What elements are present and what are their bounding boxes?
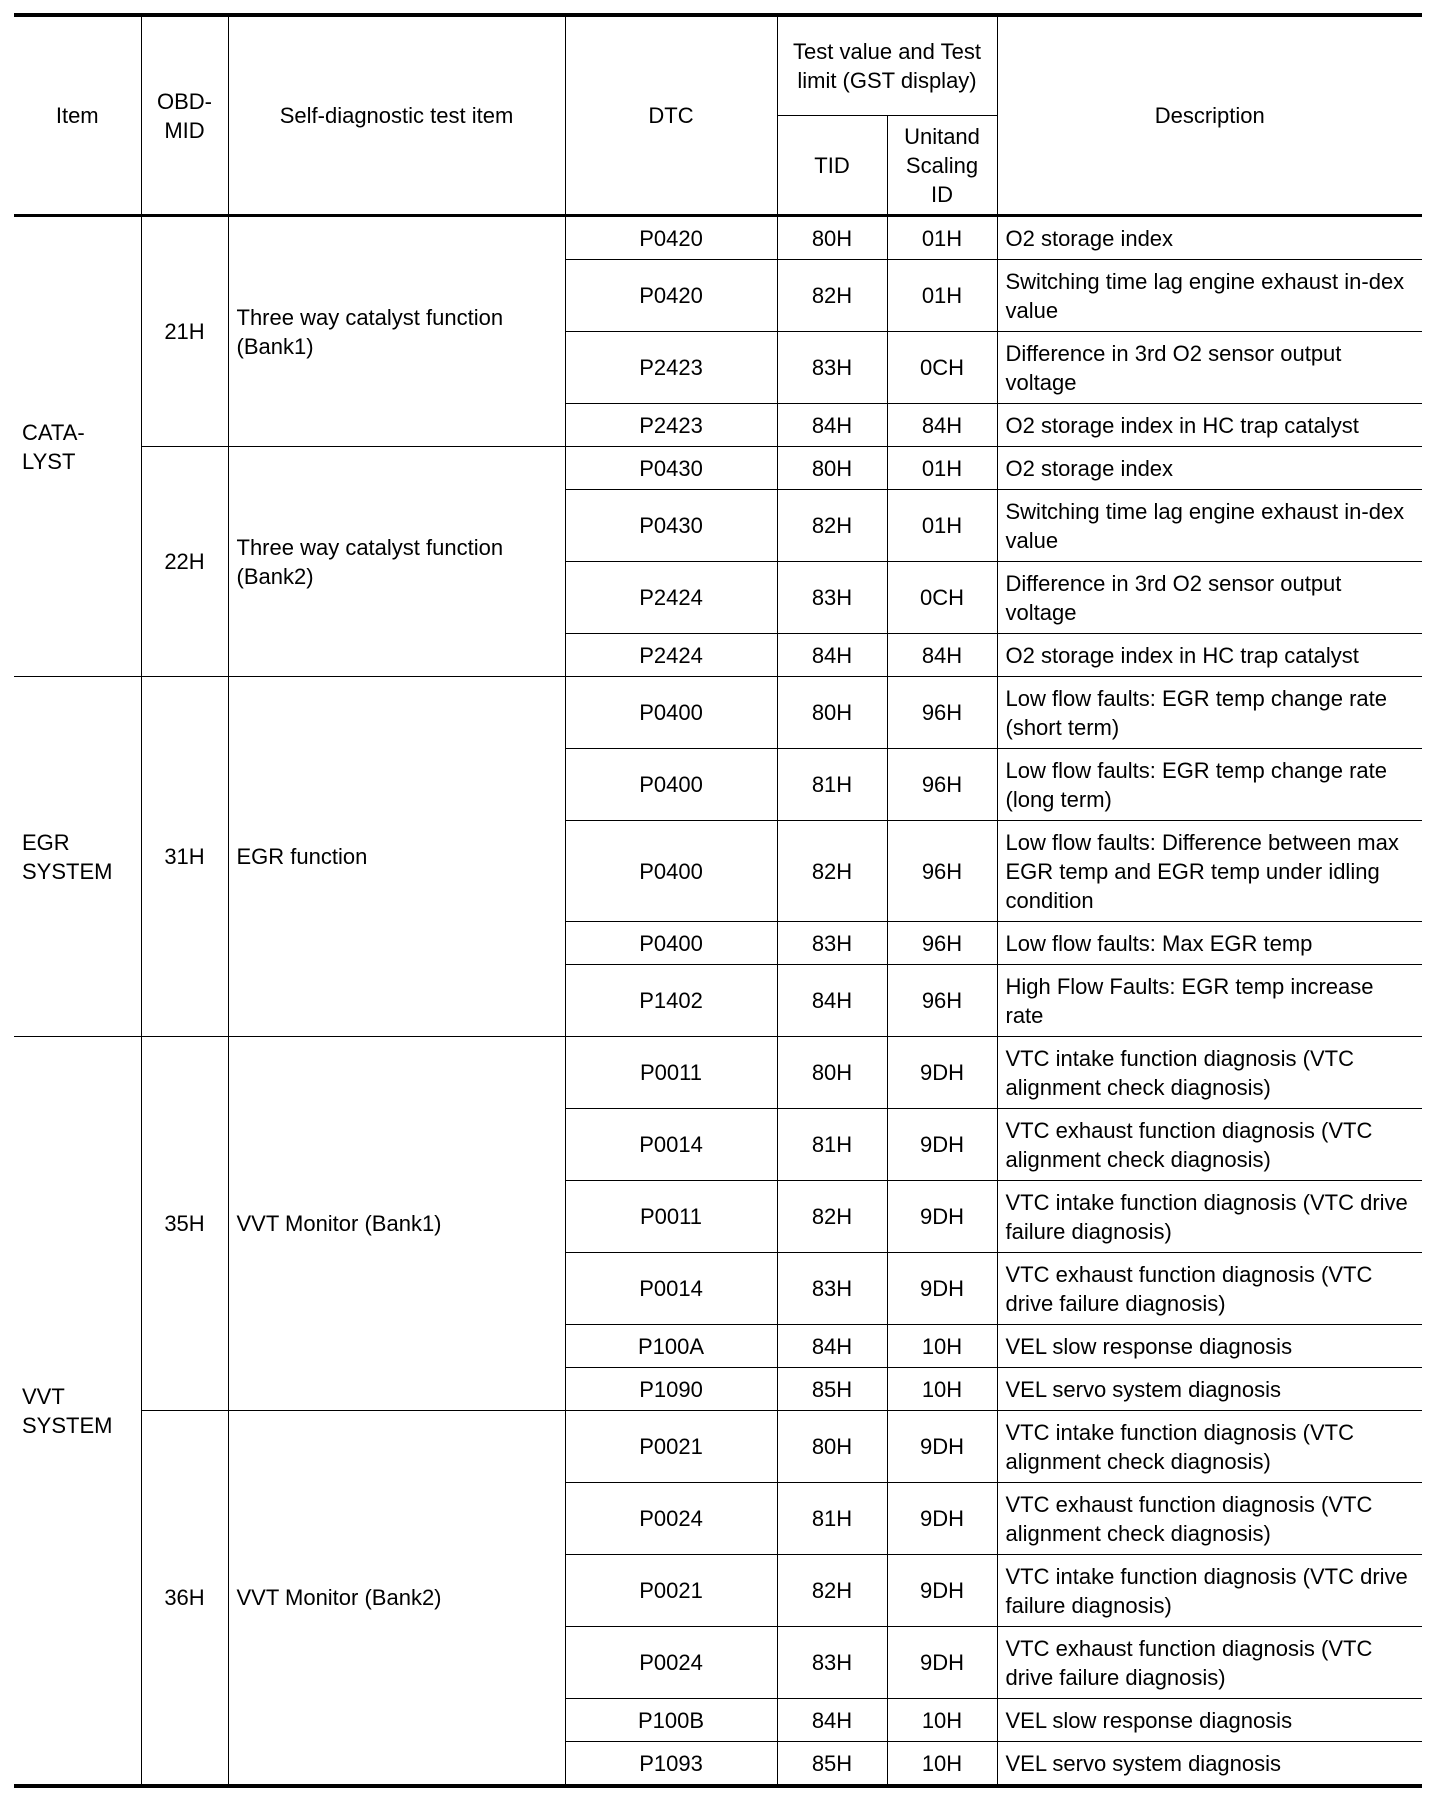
- tid-cell: 82H: [777, 1181, 887, 1253]
- tid-cell: 84H: [777, 404, 887, 447]
- unit-scaling-id-cell: 10H: [887, 1368, 997, 1411]
- description-cell: VEL slow response diagnosis: [997, 1325, 1422, 1368]
- dtc-cell: P0021: [565, 1411, 777, 1483]
- obd-mid-cell: 22H: [141, 447, 228, 677]
- dtc-cell: P0011: [565, 1181, 777, 1253]
- tid-cell: 80H: [777, 1037, 887, 1109]
- obd-mid-cell: 21H: [141, 216, 228, 447]
- header-dtc: DTC: [565, 15, 777, 216]
- description-cell: O2 storage index: [997, 447, 1422, 490]
- unit-scaling-id-cell: 96H: [887, 749, 997, 821]
- header-tid: TID: [777, 116, 887, 216]
- unit-scaling-id-cell: 01H: [887, 490, 997, 562]
- tid-cell: 82H: [777, 821, 887, 922]
- table-row: [14, 1037, 1422, 1109]
- tid-cell: 83H: [777, 332, 887, 404]
- header-obd-mid: OBD-MID: [141, 15, 228, 216]
- dtc-cell: P0400: [565, 821, 777, 922]
- unit-scaling-id-cell: 10H: [887, 1325, 997, 1368]
- dtc-cell: P0400: [565, 677, 777, 749]
- header-item: Item: [14, 15, 141, 216]
- tid-cell: 81H: [777, 749, 887, 821]
- header-unit-scaling-id: Unitand Scaling ID: [887, 116, 997, 216]
- dtc-cell: P0024: [565, 1483, 777, 1555]
- description-cell: Switching time lag engine exhaust in-dex value: [997, 260, 1422, 332]
- description-cell: VTC intake function diagnosis (VTC alignment check diagnosis): [997, 1037, 1422, 1109]
- unit-scaling-id-cell: 01H: [887, 447, 997, 490]
- unit-scaling-id-cell: 9DH: [887, 1109, 997, 1181]
- tid-cell: 80H: [777, 447, 887, 490]
- item-cell: EGR SYSTEM: [14, 677, 141, 1037]
- description-cell: VTC intake function diagnosis (VTC alignment check diagnosis): [997, 1411, 1422, 1483]
- unit-scaling-id-cell: 9DH: [887, 1627, 997, 1699]
- item-cell: VVT SYSTEM: [14, 1037, 141, 1787]
- description-cell: Difference in 3rd O2 sensor output voltage: [997, 332, 1422, 404]
- obd-mid-table: [14, 13, 1422, 1788]
- header-test-item: Self-diagnostic test item: [228, 15, 565, 216]
- description-cell: VTC exhaust function diagnosis (VTC drive failure diagnosis): [997, 1627, 1422, 1699]
- item-cell: CATA-LYST: [14, 216, 141, 677]
- dtc-cell: P0430: [565, 447, 777, 490]
- description-cell: Low flow faults: Difference between max EGR temp and EGR temp under idling condition: [997, 821, 1422, 922]
- description-cell: VEL servo system diagnosis: [997, 1368, 1422, 1411]
- unit-scaling-id-cell: 9DH: [887, 1411, 997, 1483]
- dtc-cell: P100A: [565, 1325, 777, 1368]
- unit-scaling-id-cell: 84H: [887, 634, 997, 677]
- unit-scaling-id-cell: 10H: [887, 1699, 997, 1742]
- unit-scaling-id-cell: 9DH: [887, 1181, 997, 1253]
- dtc-cell: P100B: [565, 1699, 777, 1742]
- tid-cell: 82H: [777, 1555, 887, 1627]
- dtc-cell: P0430: [565, 490, 777, 562]
- unit-scaling-id-cell: 0CH: [887, 562, 997, 634]
- test-item-cell: Three way catalyst function (Bank2): [228, 447, 565, 677]
- dtc-cell: P2424: [565, 634, 777, 677]
- unit-scaling-id-cell: 96H: [887, 677, 997, 749]
- dtc-cell: P2423: [565, 332, 777, 404]
- unit-scaling-id-cell: 9DH: [887, 1555, 997, 1627]
- tid-cell: 81H: [777, 1109, 887, 1181]
- obd-mid-cell: 35H: [141, 1037, 228, 1411]
- tid-cell: 80H: [777, 216, 887, 260]
- tid-cell: 81H: [777, 1483, 887, 1555]
- header-test-value: Test value and Test limit (GST display): [777, 15, 997, 116]
- test-item-cell: EGR function: [228, 677, 565, 1037]
- description-cell: VTC exhaust function diagnosis (VTC drive failure diagnosis): [997, 1253, 1422, 1325]
- unit-scaling-id-cell: 96H: [887, 821, 997, 922]
- description-cell: Low flow faults: EGR temp change rate (long term): [997, 749, 1422, 821]
- dtc-cell: P0420: [565, 260, 777, 332]
- test-item-cell: VVT Monitor (Bank2): [228, 1411, 565, 1787]
- description-cell: O2 storage index: [997, 216, 1422, 260]
- description-cell: VTC intake function diagnosis (VTC drive failure diagnosis): [997, 1555, 1422, 1627]
- description-cell: Difference in 3rd O2 sensor output voltage: [997, 562, 1422, 634]
- description-cell: O2 storage index in HC trap catalyst: [997, 634, 1422, 677]
- table-header: [14, 15, 1422, 216]
- test-item-cell: VVT Monitor (Bank1): [228, 1037, 565, 1411]
- description-cell: Low flow faults: EGR temp change rate (short term): [997, 677, 1422, 749]
- dtc-cell: P0420: [565, 216, 777, 260]
- table-row: [14, 1411, 1422, 1483]
- tid-cell: 83H: [777, 922, 887, 965]
- description-cell: VEL slow response diagnosis: [997, 1699, 1422, 1742]
- description-cell: VTC exhaust function diagnosis (VTC alignment check diagnosis): [997, 1483, 1422, 1555]
- unit-scaling-id-cell: 01H: [887, 216, 997, 260]
- description-cell: VEL servo system diagnosis: [997, 1742, 1422, 1787]
- table-row: [14, 447, 1422, 490]
- tid-cell: 84H: [777, 965, 887, 1037]
- unit-scaling-id-cell: 10H: [887, 1742, 997, 1787]
- description-cell: VTC intake function diagnosis (VTC drive failure diagnosis): [997, 1181, 1422, 1253]
- dtc-cell: P0014: [565, 1253, 777, 1325]
- tid-cell: 84H: [777, 1325, 887, 1368]
- obd-mid-cell: 31H: [141, 677, 228, 1037]
- tid-cell: 84H: [777, 1699, 887, 1742]
- tid-cell: 83H: [777, 1627, 887, 1699]
- unit-scaling-id-cell: 84H: [887, 404, 997, 447]
- tid-cell: 80H: [777, 1411, 887, 1483]
- description-cell: Switching time lag engine exhaust in-dex value: [997, 490, 1422, 562]
- unit-scaling-id-cell: 96H: [887, 965, 997, 1037]
- unit-scaling-id-cell: 96H: [887, 922, 997, 965]
- description-cell: VTC exhaust function diagnosis (VTC alignment check diagnosis): [997, 1109, 1422, 1181]
- tid-cell: 82H: [777, 260, 887, 332]
- dtc-cell: P2424: [565, 562, 777, 634]
- unit-scaling-id-cell: 01H: [887, 260, 997, 332]
- tid-cell: 85H: [777, 1368, 887, 1411]
- table-body: [14, 216, 1422, 1787]
- tid-cell: 83H: [777, 1253, 887, 1325]
- dtc-cell: P1402: [565, 965, 777, 1037]
- header-description: Description: [997, 15, 1422, 216]
- description-cell: High Flow Faults: EGR temp increase rate: [997, 965, 1422, 1037]
- dtc-cell: P0014: [565, 1109, 777, 1181]
- dtc-cell: P1093: [565, 1742, 777, 1787]
- tid-cell: 80H: [777, 677, 887, 749]
- unit-scaling-id-cell: 9DH: [887, 1037, 997, 1109]
- tid-cell: 85H: [777, 1742, 887, 1787]
- test-item-cell: Three way catalyst function (Bank1): [228, 216, 565, 447]
- description-cell: Low flow faults: Max EGR temp: [997, 922, 1422, 965]
- tid-cell: 82H: [777, 490, 887, 562]
- tid-cell: 83H: [777, 562, 887, 634]
- dtc-cell: P2423: [565, 404, 777, 447]
- table-row: [14, 216, 1422, 260]
- dtc-cell: P0400: [565, 922, 777, 965]
- dtc-cell: P1090: [565, 1368, 777, 1411]
- table-row: [14, 677, 1422, 749]
- unit-scaling-id-cell: 9DH: [887, 1253, 997, 1325]
- tid-cell: 84H: [777, 634, 887, 677]
- dtc-cell: P0024: [565, 1627, 777, 1699]
- obd-mid-cell: 36H: [141, 1411, 228, 1787]
- description-cell: O2 storage index in HC trap catalyst: [997, 404, 1422, 447]
- unit-scaling-id-cell: 9DH: [887, 1483, 997, 1555]
- dtc-cell: P0021: [565, 1555, 777, 1627]
- dtc-cell: P0011: [565, 1037, 777, 1109]
- unit-scaling-id-cell: 0CH: [887, 332, 997, 404]
- dtc-cell: P0400: [565, 749, 777, 821]
